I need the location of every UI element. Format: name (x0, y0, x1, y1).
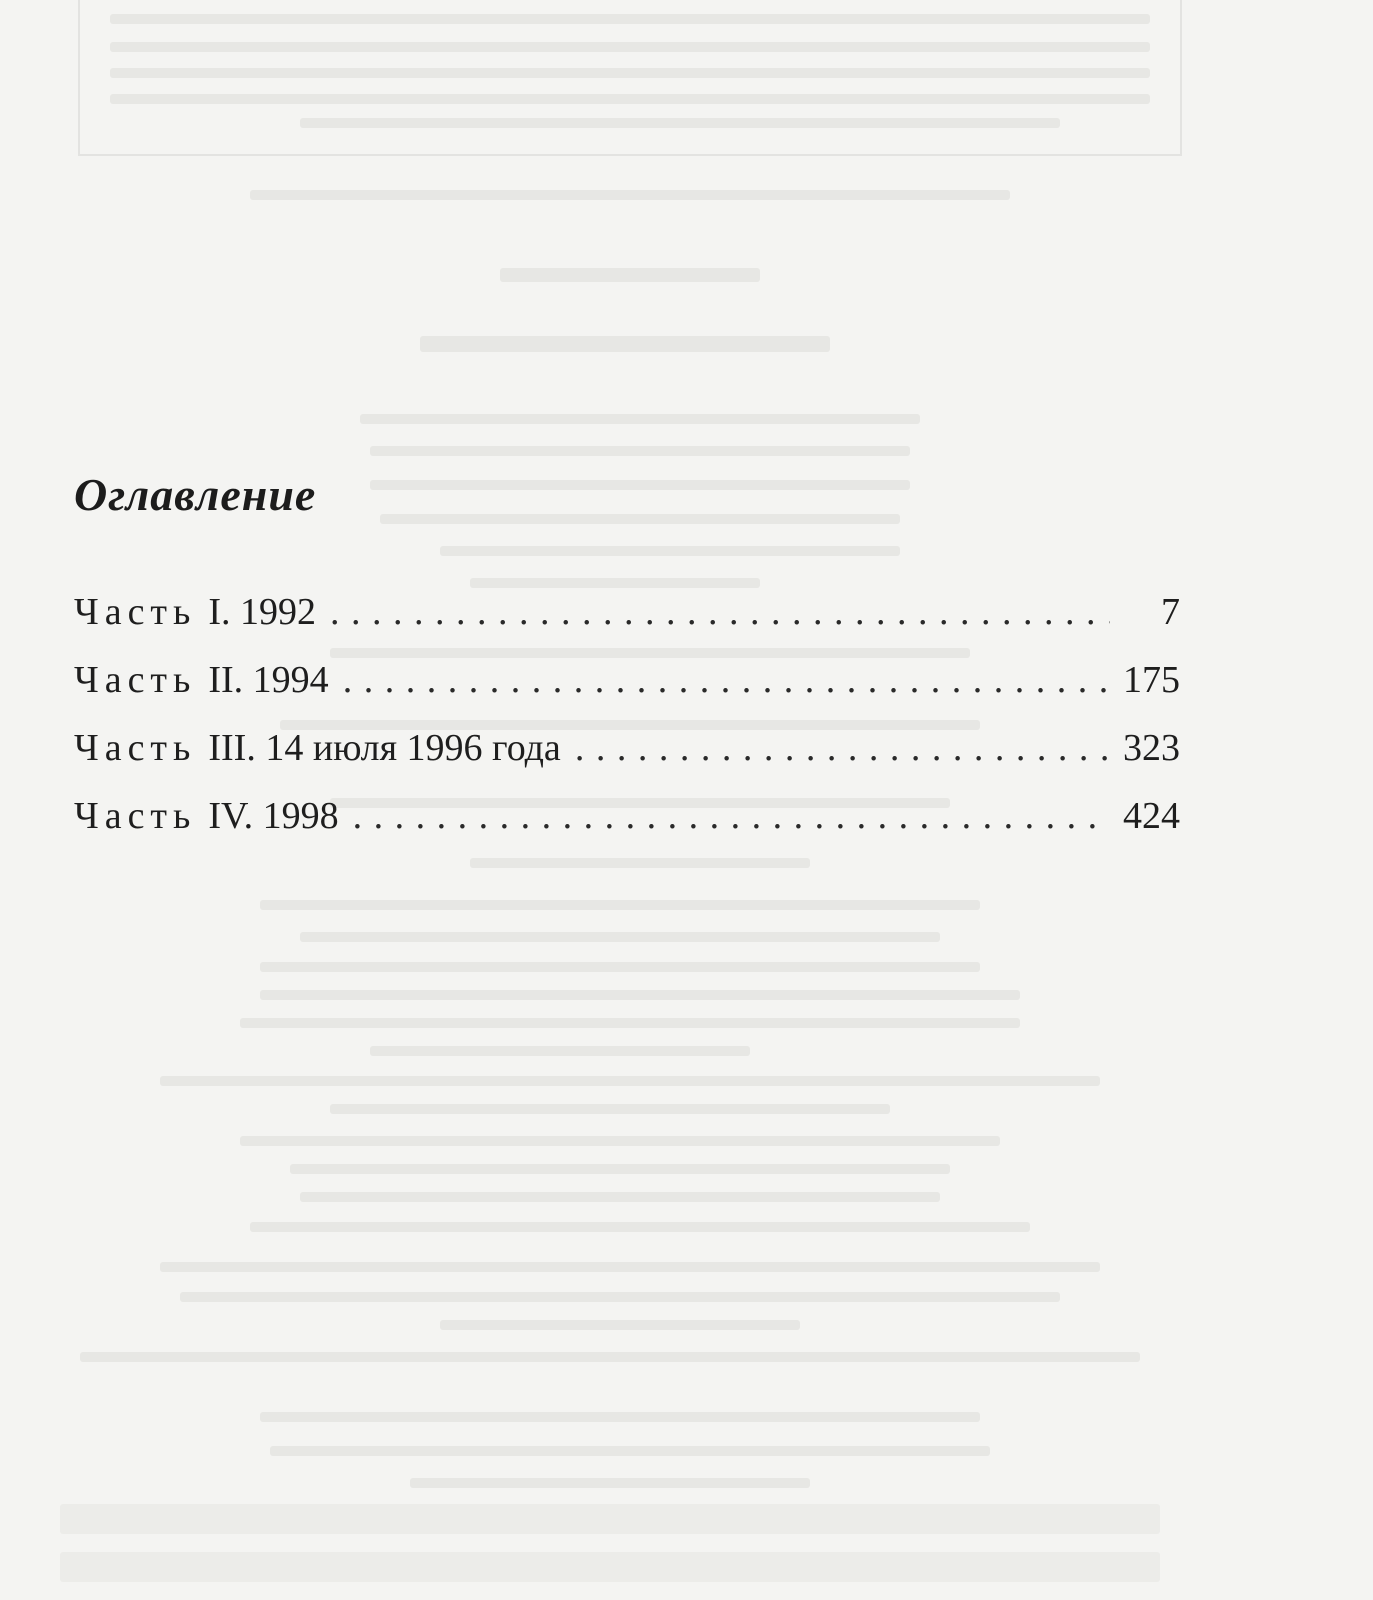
toc-entry-page: 7 (1161, 591, 1180, 633)
bleed-through-line (300, 118, 1060, 128)
toc-entry-label: Часть (74, 727, 197, 769)
toc-entry-label: Часть (74, 591, 197, 633)
toc-entry-title: II. 1994 (208, 659, 329, 701)
bleed-through-line (410, 1478, 810, 1488)
bleed-through-line (250, 190, 1010, 200)
bleed-through-line (270, 1446, 990, 1456)
bleed-through-line (300, 932, 940, 942)
bleed-through-line (110, 14, 1150, 24)
bleed-through-line (160, 1076, 1100, 1086)
bleed-through-line (240, 1018, 1020, 1028)
bleed-through-line (260, 990, 1020, 1000)
bleed-through-line (500, 268, 760, 282)
bleed-through-line (240, 1136, 1000, 1146)
dot-leader (353, 792, 1110, 840)
bleed-through-line (330, 1104, 890, 1114)
toc-entry[interactable] (74, 588, 1180, 656)
bleed-through-line (360, 414, 920, 424)
bleed-through-line (260, 962, 980, 972)
bleed-through-line (300, 1192, 940, 1202)
bleed-through-line (470, 578, 760, 588)
toc-entry-page: 323 (1123, 727, 1180, 769)
toc-list (74, 588, 1180, 860)
toc-entry-label: Часть (74, 659, 197, 701)
bleed-through-line (110, 68, 1150, 78)
bleed-through-line (440, 1320, 800, 1330)
bleed-through-line (440, 546, 900, 556)
bleed-through-line (110, 42, 1150, 52)
toc-entry-page: 175 (1123, 659, 1180, 701)
toc-entry-title: I. 1992 (208, 591, 317, 633)
bleed-through-block (60, 1552, 1160, 1582)
toc-entry-title: III. 14 июля 1996 года (208, 727, 561, 769)
toc-entry-title: IV. 1998 (208, 795, 339, 837)
toc-entry[interactable] (74, 792, 1180, 860)
bleed-through-line (110, 94, 1150, 104)
bleed-through-line (370, 1046, 750, 1056)
bleed-through-line (420, 336, 830, 352)
toc-entry-page: 424 (1123, 795, 1180, 837)
toc-heading: Оглавление (74, 469, 317, 520)
bleed-through-line (290, 1164, 950, 1174)
dot-leader (330, 588, 1110, 636)
bleed-through-line (370, 480, 910, 490)
dot-leader (575, 724, 1110, 772)
toc-entry[interactable] (74, 656, 1180, 724)
bleed-through-line (380, 514, 900, 524)
dot-leader (343, 656, 1110, 704)
bleed-through-line (80, 1352, 1140, 1362)
bleed-through-block (60, 1504, 1160, 1534)
bleed-through-line (260, 1412, 980, 1422)
toc-entry[interactable] (74, 724, 1180, 792)
bleed-through-line (160, 1262, 1100, 1272)
bleed-through-line (260, 900, 980, 910)
toc-entry-label: Часть (74, 795, 197, 837)
bleed-through-line (250, 1222, 1030, 1232)
bleed-through-line (180, 1292, 1060, 1302)
bleed-through-line (370, 446, 910, 456)
